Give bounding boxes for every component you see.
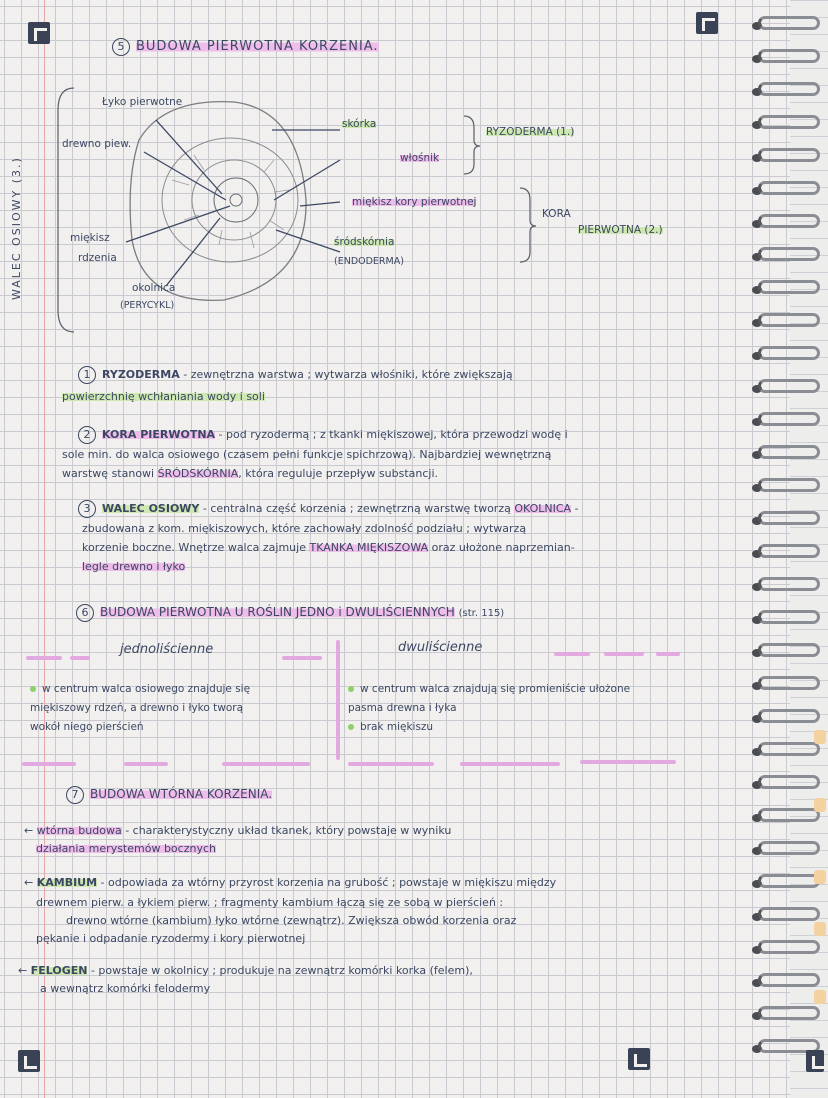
column-divider (336, 640, 340, 760)
col2-text: w centrum walca znajdują się promieniście ułożone pasma drewna i łyka brak miękiszu (348, 683, 631, 733)
col2-heading: dwuliścienne (398, 640, 483, 655)
label-wlosnik: włośnik (400, 152, 440, 164)
outer-root-outline (130, 102, 306, 301)
corner-logo-icon (696, 12, 718, 34)
label-drewno: drewno piew. (62, 138, 132, 150)
section5-heading (112, 38, 379, 56)
paragraph-kora-l2: sole min. do walca osiowego (czasem pełni funkcje spichrzową). Najbardziej wewnętrzną (62, 448, 552, 461)
label-srodskornia: śródskórnia (334, 236, 395, 248)
label-okolnica: okolnica (132, 282, 176, 294)
felogen-def-l2: a wewnątrz komórki felodermy (40, 982, 211, 995)
divider-dash (604, 652, 644, 656)
col1-text: w centrum walca osiowego znajduje się miękiszowy rdzeń, a drewno i łyko tworą wokół niego pierścień (30, 683, 251, 733)
bullet-dot (30, 686, 36, 692)
divider-dash (22, 762, 76, 766)
corner-logo-icon (28, 22, 50, 44)
section-number: 5 (112, 38, 130, 56)
felogen-def: ← FELOGEN - powstaje w okolnicy ; produkuje na zewnątrz komórki korka (felem), (18, 964, 473, 977)
bullet-dot (348, 724, 354, 730)
label-miekisz: miękisz (70, 232, 110, 244)
paragraph-walec-l2: zbudowana z kom. miękiszowych, które zachowały zdolność podziału ; wytwarzą (82, 522, 527, 535)
page-tab (814, 798, 826, 812)
paragraph-walec: 3 WALEC OSIOWY - centralna część korzenia ; zewnętrzną warstwę tworzą OKOLNICA - (78, 498, 579, 519)
paragraph-kora-l3: warstwę stanowi ŚRÓDSKÓRNIA, która reguluje przepływ substancji. (62, 467, 439, 480)
label-endoderma: (ENDODERMA) (334, 256, 404, 267)
section6-heading: 6 BUDOWA PIERWOTNA U ROŚLIN JEDNO i DWULIŚCIENNYCH (str. 115) (76, 604, 504, 622)
side-label: WALEC OSIOWY (3.) (10, 156, 23, 300)
kambium-def-l2: drewnem pierw. a łykiem pierw. ; fragmenty kambium łączą się ze sobą w pierścień : (36, 896, 504, 909)
kambium-def-l4: pękanie i odpadanie ryzodermy i kory pierwotnej (36, 932, 306, 945)
paragraph-walec-l3: korzenie boczne. Wnętrze walca zajmuje TKANKA MIĘKISZOWA oraz ułożone naprzemian- (82, 541, 575, 554)
page-tab (814, 990, 826, 1004)
stele-ring (214, 178, 258, 222)
section-title: BUDOWA PIERWOTNA KORZENIA. (136, 39, 379, 54)
page-tab (814, 922, 826, 936)
label-miekisz-kory: miękisz kory pierwotnej (352, 196, 477, 208)
pith-center (230, 194, 242, 206)
divider-dash (124, 762, 168, 766)
label-rdzenia: rdzenia (78, 252, 117, 264)
corner-logo-icon (628, 1048, 650, 1070)
endodermis-ring (192, 160, 276, 240)
divider-dash (348, 762, 434, 766)
paragraph-kora: 2 KORA PIERWOTNA - pod ryzodermą ; z tkanki miękiszowej, która przewodzi wodę i (78, 424, 568, 445)
page-tab (814, 730, 826, 744)
page-tab (814, 870, 826, 884)
secondary-growth-def-l2: działania merystemów bocznych (36, 842, 216, 855)
col1-heading: jednoliścienne (120, 642, 214, 657)
label-kora: KORA (542, 208, 571, 220)
divider-dash (222, 762, 310, 766)
label-pierwotna: PIERWOTNA (2.) (578, 224, 663, 236)
paragraph-walec-l4: legle drewno i łyko (82, 560, 186, 573)
paragraph-ryzoderma: 1 RYZODERMA - zewnętrzna warstwa ; wytwarza włośniki, które zwiększają (78, 364, 513, 385)
divider-dash (282, 656, 322, 660)
brace-kora (520, 188, 536, 262)
pointer-lines (126, 120, 340, 286)
divider-dash (580, 760, 676, 764)
brace-ryzoderma (464, 116, 480, 174)
corner-logo-icon (18, 1050, 40, 1072)
curly-brace (58, 88, 74, 332)
kambium-def: ← KAMBIUM - odpowiada za wtórny przyrost korzenia na grubość ; powstaje w miękiszu między (24, 876, 557, 889)
divider-dash (554, 652, 590, 656)
paragraph-ryzoderma-cont: powierzchnię wchłaniania wody i soli (62, 390, 265, 403)
divider-dash (656, 652, 680, 656)
label-lyko: Łyko pierwotne (102, 96, 183, 108)
divider-dash (26, 656, 62, 660)
corner-logo-icon (806, 1050, 824, 1072)
label-perycykl: (PERYCYKL) (120, 300, 175, 311)
label-ryzoderma: RYZODERMA (1.) (486, 126, 575, 138)
bullet-dot (348, 686, 354, 692)
label-skorka: skórka (342, 118, 377, 130)
section7-heading: 7 BUDOWA WTÓRNA KORZENIA. (66, 786, 272, 804)
kambium-def-l3: drewno wtórne (kambium) łyko wtórne (zewnątrz). Zwiększa obwód korzenia oraz (66, 914, 517, 927)
divider-dash (460, 762, 560, 766)
secondary-growth-def: ← wtórna budowa - charakterystyczny układ tkanek, który powstaje w wyniku (24, 824, 452, 837)
divider-dash (70, 656, 90, 660)
